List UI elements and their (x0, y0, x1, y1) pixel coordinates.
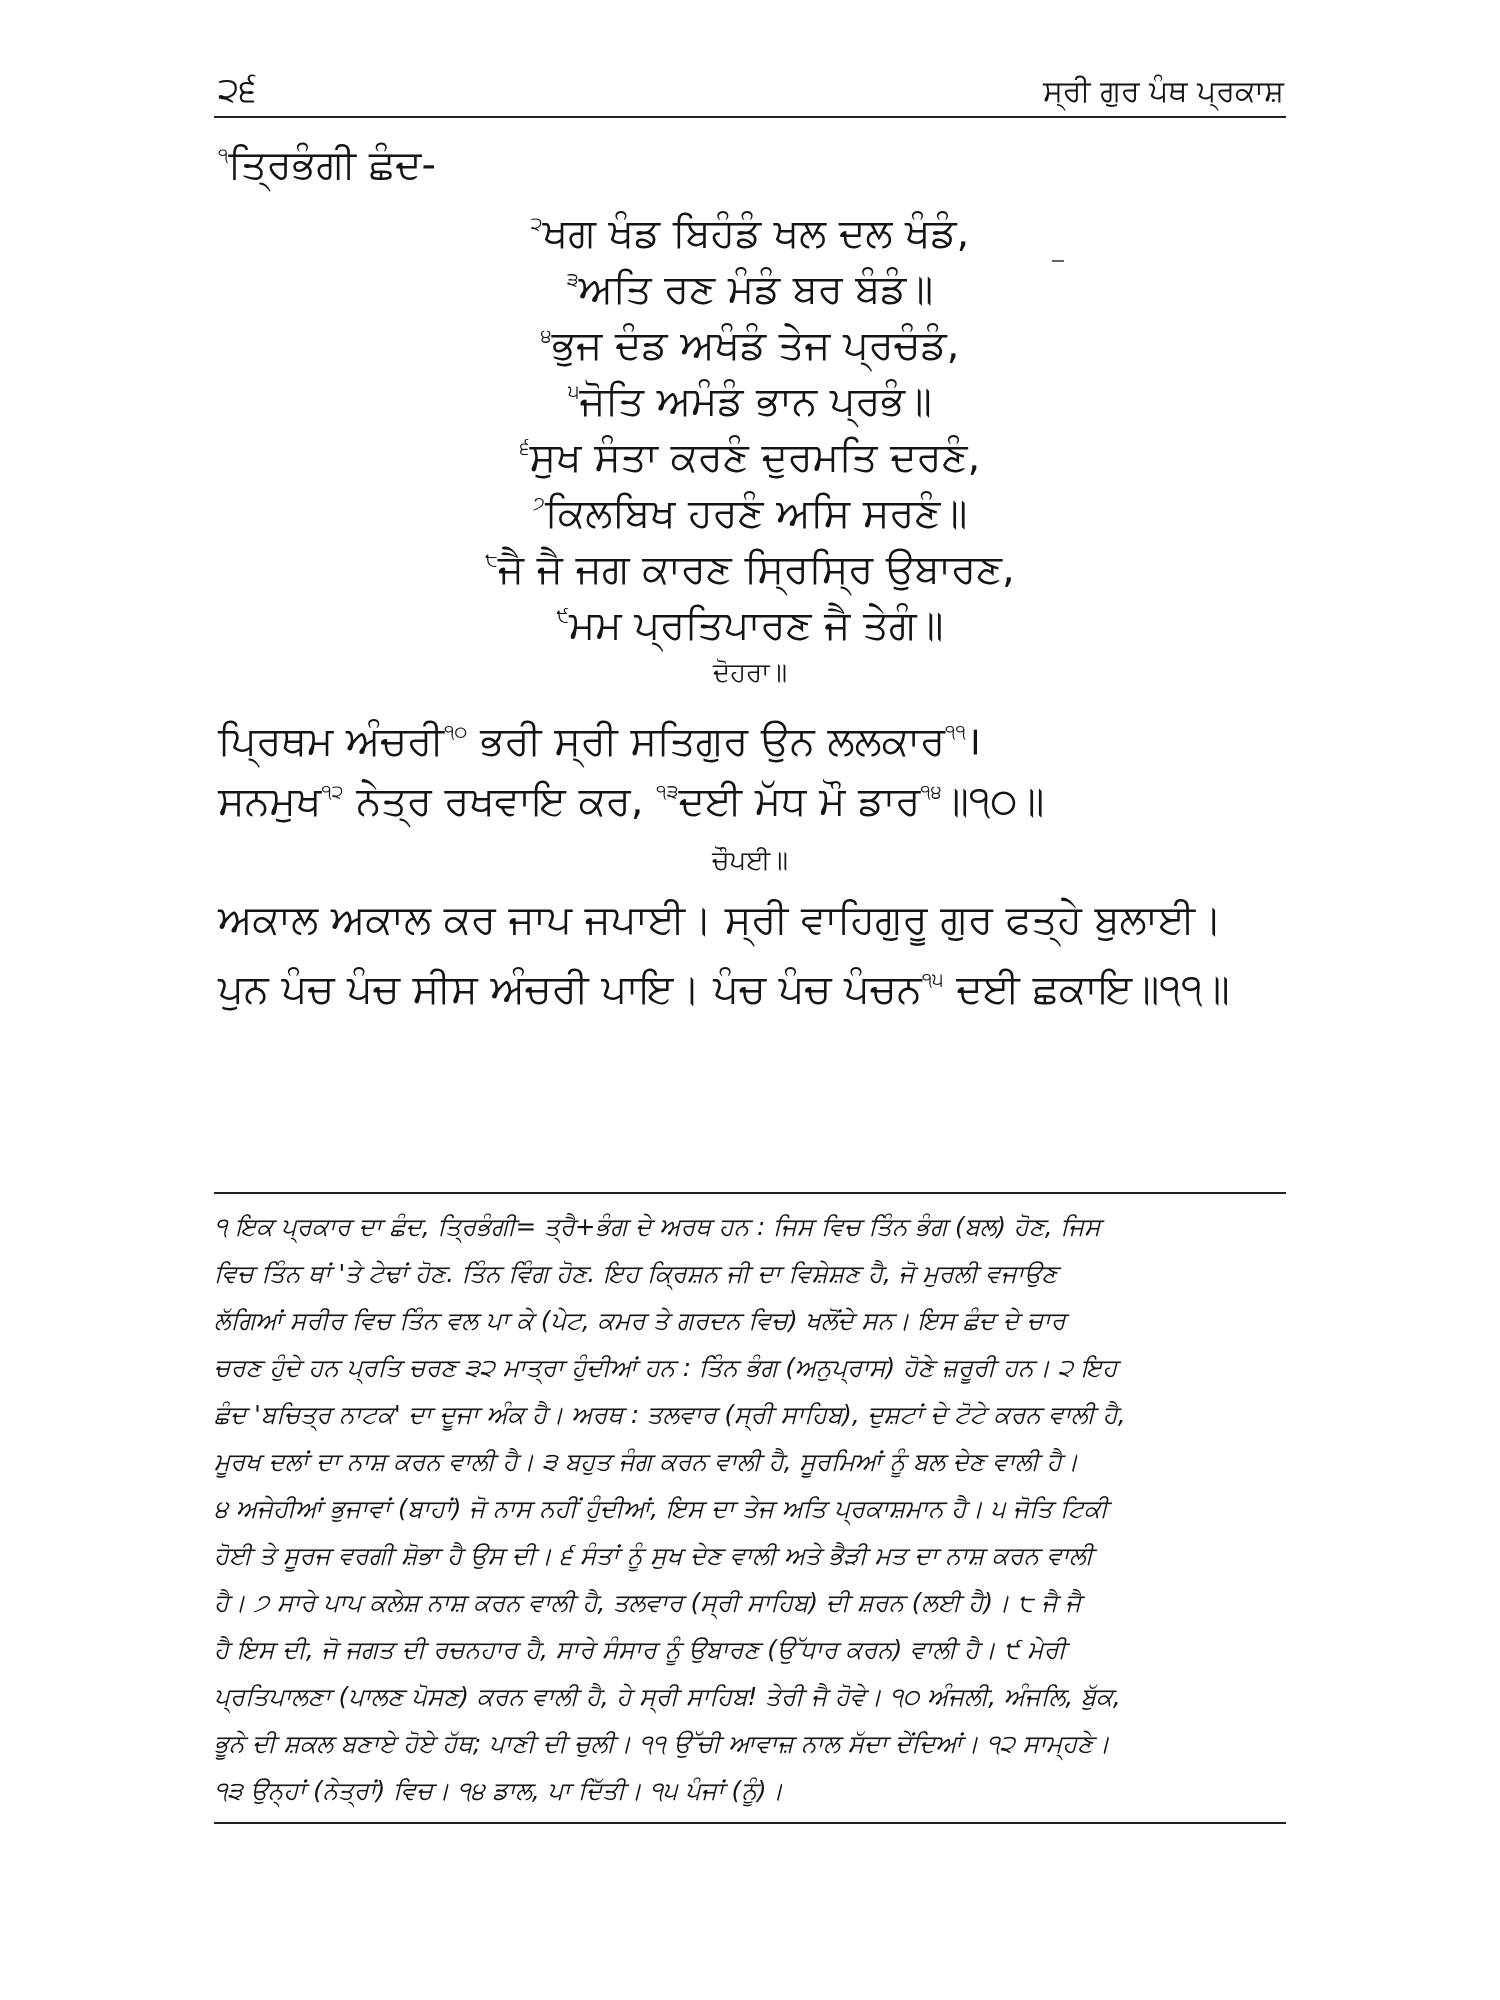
chhand-heading-text: ਤ੍ਰਿਭੰਗੀ ਛੰਦ- (228, 142, 436, 188)
footnote-ref: ੧੪ (920, 780, 942, 803)
verse-text: ਦਈ ਮੱਧ ਮੌ ਡਾਰ (678, 778, 921, 825)
footnote-ref: ੧੦ (444, 720, 468, 743)
stanza-line-text: ਸੁਖ ਸੰਤਾ ਕਰਣੰ ਦੁਰਮਤਿ ਦਰਣੰ, (529, 434, 981, 481)
stanza-line (0, 588, 1500, 649)
footnote-line: ਪ੍ਰਤਿਪਾਲਣਾ (ਪਾਲਣ ਪੋਸਣ) ਕਰਨ ਵਾਲੀ ਹੈ, ਹੇ ਸ੍ਰੀ ਸਾਹਿਬ! ਤੇਰੀ ਜੈ ਹੋਵੇ। ੧੦ ਅੰਜਲੀ, ਅੰਜਲਿ, ਬੁੱਕ, (214, 1682, 1121, 1711)
stanza-line-text: ਮਮ ਪ੍ਰਤਿਪਾਰਣ ਜੈ ਤੇਗੰ॥ (569, 602, 944, 649)
running-title: ਸ੍ਰੀ ਗੁਰ ਪੰਥ ਪ੍ਰਕਾਸ਼ (1042, 74, 1284, 109)
chaupai-heading: ਚੌਪਈ॥ (712, 846, 788, 876)
footnote-line: ੧ ਇਕ ਪ੍ਰਕਾਰ ਦਾ ਛੰਦ, ਤ੍ਰਿਭੰਗੀ= ਤ੍ਰੈ+ਭੰਗ ਦੇ ਅਰਥ ਹਨ : ਜਿਸ ਵਿਚ ਤਿੰਨ ਭੰਗ (ਬਲ) ਹੋਣ, ਜਿਸ (214, 1212, 1101, 1241)
chhand-heading (218, 142, 436, 188)
header-rule (214, 116, 1286, 118)
footnote-line: ਭੂਨੇ ਦੀ ਸ਼ਕਲ ਬਣਾਏ ਹੋਏ ਹੱਥ; ਪਾਣੀ ਦੀ ਚੁਲੀ। ੧੧ ਉੱਚੀ ਆਵਾਜ਼ ਨਾਲ ਸੱਦਾ ਦੇਂਦਿਆਂ। ੧੨ ਸਾਮ੍ਹਣੇ। (214, 1729, 1110, 1758)
footnote-line: ਵਿਚ ਤਿੰਨ ਥਾਂ 'ਤੇ ਟੇਢਾਂ ਹੋਣ. ਤਿੰਨ ਵਿੰਗ ਹੋਣ. ਇਹ ਕ੍ਰਿਸ਼ਨ ਜੀ ਦਾ ਵਿਸ਼ੇਸ਼ਣ ਹੈ, ਜੋ ਮੁਰਲੀ ਵਜਾਉਣ (214, 1259, 1058, 1288)
verse-text: ਪ੍ਰਿਥਮ ਅੰਚਰੀ (218, 718, 445, 765)
stanza-line-text: ਜੋਤਿ ਅਮੰਡੰ ਭਾਨ ਪ੍ਰਭੰ॥ (579, 378, 932, 425)
verse-text: ਸਨਮੁਖ (218, 778, 322, 825)
footnote-ref: ੧ (218, 143, 229, 167)
footnote-line: ੪ ਅਜੇਹੀਆਂ ਭੁਜਾਵਾਂ (ਬਾਹਾਂ) ਜੋ ਨਾਸ ਨਹੀਂ ਹੁੰਦੀਆਂ, ਇਸ ਦਾ ਤੇਜ ਅਤਿ ਪ੍ਰਕਾਸ਼ਮਾਨ ਹੈ। ੫ ਜੋਤਿ ਟਿਕੀ (214, 1494, 1108, 1523)
footnote-line: ਹੈ ਇਸ ਦੀ, ਜੋ ਜਗਤ ਦੀ ਰਚਨਹਾਰ ਹੈ, ਸਾਰੇ ਸੰਸਾਰ ਨੂੰ ਉਬਾਰਣ (ਉੱਧਾਰ ਕਰਨ) ਵਾਲੀ ਹੈ। ੯ ਮੇਰੀ (214, 1635, 1067, 1664)
verse-text: । (965, 718, 982, 765)
footnote-bottom-rule (214, 1822, 1286, 1824)
footnote-ref: ੩ (566, 268, 579, 291)
stanza-line-text: ਖਗ ਖੰਡ ਬਿਹੰਡੰ ਖਲ ਦਲ ਖੰਡੰ, (542, 210, 970, 257)
footnote-ref: ੭ (532, 492, 546, 515)
footnote-line: ਛੰਦ 'ਬਚਿਤ੍ਰ ਨਾਟਕ' ਦਾ ਦੂਜਾ ਅੰਕ ਹੈ। ਅਰਥ : ਤਲਵਾਰ (ਸ੍ਰੀ ਸਾਹਿਬ), ਦੁਸ਼ਟਾਂ ਦੇ ਟੋਟੇ ਕਰਨ ਵਾਲੀ ਹੈ, (214, 1400, 1126, 1429)
footnotes (214, 1203, 1286, 1814)
footnote-top-rule (214, 1192, 1286, 1194)
footnote-ref: ੧੨ (321, 780, 344, 803)
footnote-line: ਹੋਈ ਤੇ ਸੂਰਜ ਵਰਗੀ ਸ਼ੋਭਾ ਹੈ ਉਸ ਦੀ। ੬ ਸੰਤਾਂ ਨੂੰ ਸੁਖ ਦੇਣ ਵਾਲੀ ਅਤੇ ਭੈੜੀ ਮਤ ਦਾ ਨਾਸ਼ ਕਰਨ ਵਾਲੀ (214, 1541, 1094, 1570)
dohra-heading: ਦੋਹਰਾ॥ (712, 658, 788, 688)
footnote-ref: ੪ (540, 324, 552, 347)
stanza-line (0, 252, 1500, 313)
stanza-line (0, 476, 1500, 537)
footnote-ref: ੨ (530, 212, 543, 235)
footnote-line: ਹੈ। ੭ ਸਾਰੇ ਪਾਪ ਕਲੇਸ਼ ਨਾਸ਼ ਕਰਨ ਵਾਲੀ ਹੈ, ਤਲਵਾਰ (ਸ੍ਰੀ ਸਾਹਿਬ) ਦੀ ਸ਼ਰਨ (ਲਈ ਹੈ)। ੮ ਜੈ ਜੈ (214, 1588, 1082, 1617)
chaupai-line-2 (218, 950, 1230, 1013)
stanza-line (0, 420, 1500, 481)
stanza-line (0, 532, 1500, 593)
stanza-line-text: ਜੈ ਜੈ ਜਗ ਕਾਰਣ ਸ੍ਰਿਸ੍ਰਿ ਉਬਾਰਣ, (497, 546, 1015, 593)
chaupai-line-1: ਅਕਾਲ ਅਕਾਲ ਕਰ ਜਾਪ ਜਪਾਈ। ਸ੍ਰੀ ਵਾਹਿਗੁਰੂ ਗੁਰ ਫਤ੍ਹੇ ਬੁਲਾਈ। (218, 897, 1223, 943)
footnote-ref: ੮ (485, 548, 498, 571)
verse-text: ॥੧੦॥ (941, 778, 1045, 825)
footnote-ref: ੧੩ (656, 780, 679, 803)
verse-text: ਪੁਨ ਪੰਚ ਪੰਚ ਸੀਸ ਅੰਚਰੀ ਪਾਇ। ਪੰਚ ਪੰਚ ਪੰਚਨ (218, 966, 922, 1013)
verse-text: ਨੇਤ੍ਰ ਰਖਵਾਇ ਕਰ, (343, 778, 657, 825)
footnote-line: ਮੂਰਖ ਦਲਾਂ ਦਾ ਨਾਸ਼ ਕਰਨ ਵਾਲੀ ਹੈ। ੩ ਬਹੁਤ ਜੰਗ ਕਰਨ ਵਾਲੀ ਹੈ, ਸੂਰਮਿਆਂ ਨੂੰ ਬਲ ਦੇਣ ਵਾਲੀ ਹੈ। (214, 1447, 1079, 1476)
footnote-ref: ੧੫ (921, 968, 944, 991)
stanza-line (0, 196, 1500, 257)
stanza-line (0, 308, 1500, 369)
verse-text: ਦਈ ਛਕਾਇ॥੧੧॥ (943, 966, 1230, 1013)
page-number: ੨੬ (218, 70, 257, 110)
footnote-line: ਚਰਣ ਹੁੰਦੇ ਹਨ ਪ੍ਰਤਿ ਚਰਣ ੩੨ ਮਾਤ੍ਰਾ ਹੁੰਦੀਆਂ ਹਨ : ਤਿੰਨ ਭੰਗ (ਅਨੁਪ੍ਰਾਸ) ਹੋਣੇ ਜ਼ਰੂਰੀ ਹਨ। ੨ ਇਹ (214, 1353, 1118, 1382)
stanza-line-text: ਕਿਲਬਿਖ ਹਰਣੰ ਅਸਿ ਸਰਣੰ॥ (545, 490, 968, 537)
footnote-ref: ੯ (556, 604, 570, 627)
stanza-line-text: ਅਤਿ ਰਣ ਮੰਡੰ ਬਰ ਬੰਡੰ॥ (578, 266, 934, 313)
stanza-line-text: ਭੁਜ ਦੰਡ ਅਖੰਡੰ ਤੇਜ ਪ੍ਰਚੰਡੰ, (551, 322, 960, 369)
dohra-line-2 (218, 762, 1045, 825)
footnote-ref: ੧੧ (945, 720, 966, 743)
stanza-line (0, 364, 1500, 425)
footnote-ref: ੫ (568, 380, 580, 403)
dohra-line-1 (218, 702, 982, 765)
footnote-line: ੧੩ ਉਨ੍ਹਾਂ (ਨੇਤ੍ਰਾਂ) ਵਿਚ। ੧੪ ਡਾਲ, ਪਾ ਦਿੱਤੀ। ੧੫ ਪੰਜਾਂ (ਨੂੰ)। (214, 1776, 784, 1805)
footnote-ref: ੬ (519, 436, 530, 459)
footnote-line: ਲੱਗਿਆਂ ਸਰੀਰ ਵਿਚ ਤਿੰਨ ਵਲ ਪਾ ਕੇ (ਪੇਟ, ਕਮਰ ਤੇ ਗਰਦਨ ਵਿਚ) ਖਲੋਂਦੇ ਸਨ। ਇਸ ਛੰਦ ਦੇ ਚਾਰ (214, 1306, 1066, 1335)
verse-text: ਭਰੀ ਸ੍ਰੀ ਸਤਿਗੁਰ ਉਨ ਲਲਕਾਰ (467, 718, 946, 765)
tribhangi-stanza (0, 196, 1500, 649)
